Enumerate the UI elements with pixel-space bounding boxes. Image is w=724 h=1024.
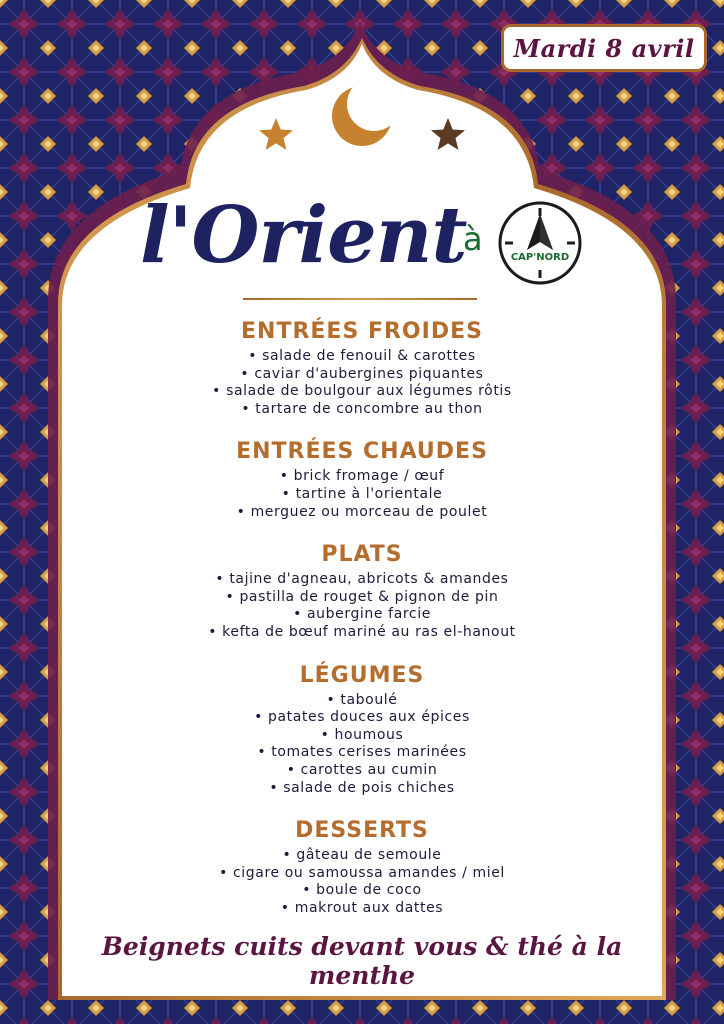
menu-item: • patates douces aux épices: [254, 709, 470, 726]
title-block: [140, 186, 600, 286]
menu-item: • tartine à l'orientale: [281, 485, 443, 502]
menu-item: • salade de pois chiches: [269, 779, 455, 796]
section-title: PLATS: [321, 542, 403, 568]
menu-section: [62, 660, 662, 798]
capnord-logo: [497, 200, 583, 286]
menu-section: [62, 436, 662, 521]
menu-item: • tomates cerises marinées: [257, 744, 467, 761]
section-title: DESSERTS: [295, 818, 429, 844]
menu-item: • brick fromage / œuf: [279, 468, 445, 485]
menu-item: • aubergine farcie: [293, 606, 431, 623]
menu-item: • boule de coco: [302, 882, 422, 899]
title-connector: à: [463, 220, 483, 258]
menu-item: • salade de boulgour aux légumes rôtis: [212, 383, 512, 400]
menu-item: • carottes au cumin: [286, 761, 438, 778]
menu: [62, 316, 662, 935]
menu-section: [62, 316, 662, 418]
section-title: LÉGUMES: [299, 662, 425, 688]
menu-section: [62, 539, 662, 641]
menu-item: • kefta de bœuf mariné au ras el-hanout: [208, 623, 516, 640]
section-title: ENTRÉES FROIDES: [241, 319, 483, 344]
menu-item: • merguez ou morceau de poulet: [236, 503, 488, 520]
menu-item: • salade de fenouil & carottes: [248, 348, 476, 364]
menu-section: [62, 815, 662, 917]
menu-item: • caviar d'aubergines piquantes: [240, 365, 484, 382]
menu-item: • makrout aux dattes: [280, 899, 444, 916]
menu-item: • taboulé: [326, 691, 398, 708]
menu-item: • tajine d'agneau, abricots & amandes: [215, 571, 509, 588]
menu-item: • houmous: [320, 726, 404, 743]
logo-text: CAP'NORD: [510, 252, 570, 263]
menu-item: • cigare ou samoussa amandes / miel: [219, 864, 505, 881]
page-title: l'Orient: [140, 190, 467, 281]
date-badge: Mardi 8 avril: [501, 24, 707, 72]
title-divider: [243, 298, 477, 300]
menu-item: • tartare de concombre au thon: [241, 400, 483, 417]
footer-note: Beignets cuits devant vous & thé à la menthe: [101, 932, 623, 990]
menu-item: • gâteau de semoule: [282, 847, 442, 864]
section-title: ENTRÉES CHAUDES: [236, 439, 488, 465]
menu-item: • pastilla de rouget & pignon de pin: [225, 588, 499, 605]
